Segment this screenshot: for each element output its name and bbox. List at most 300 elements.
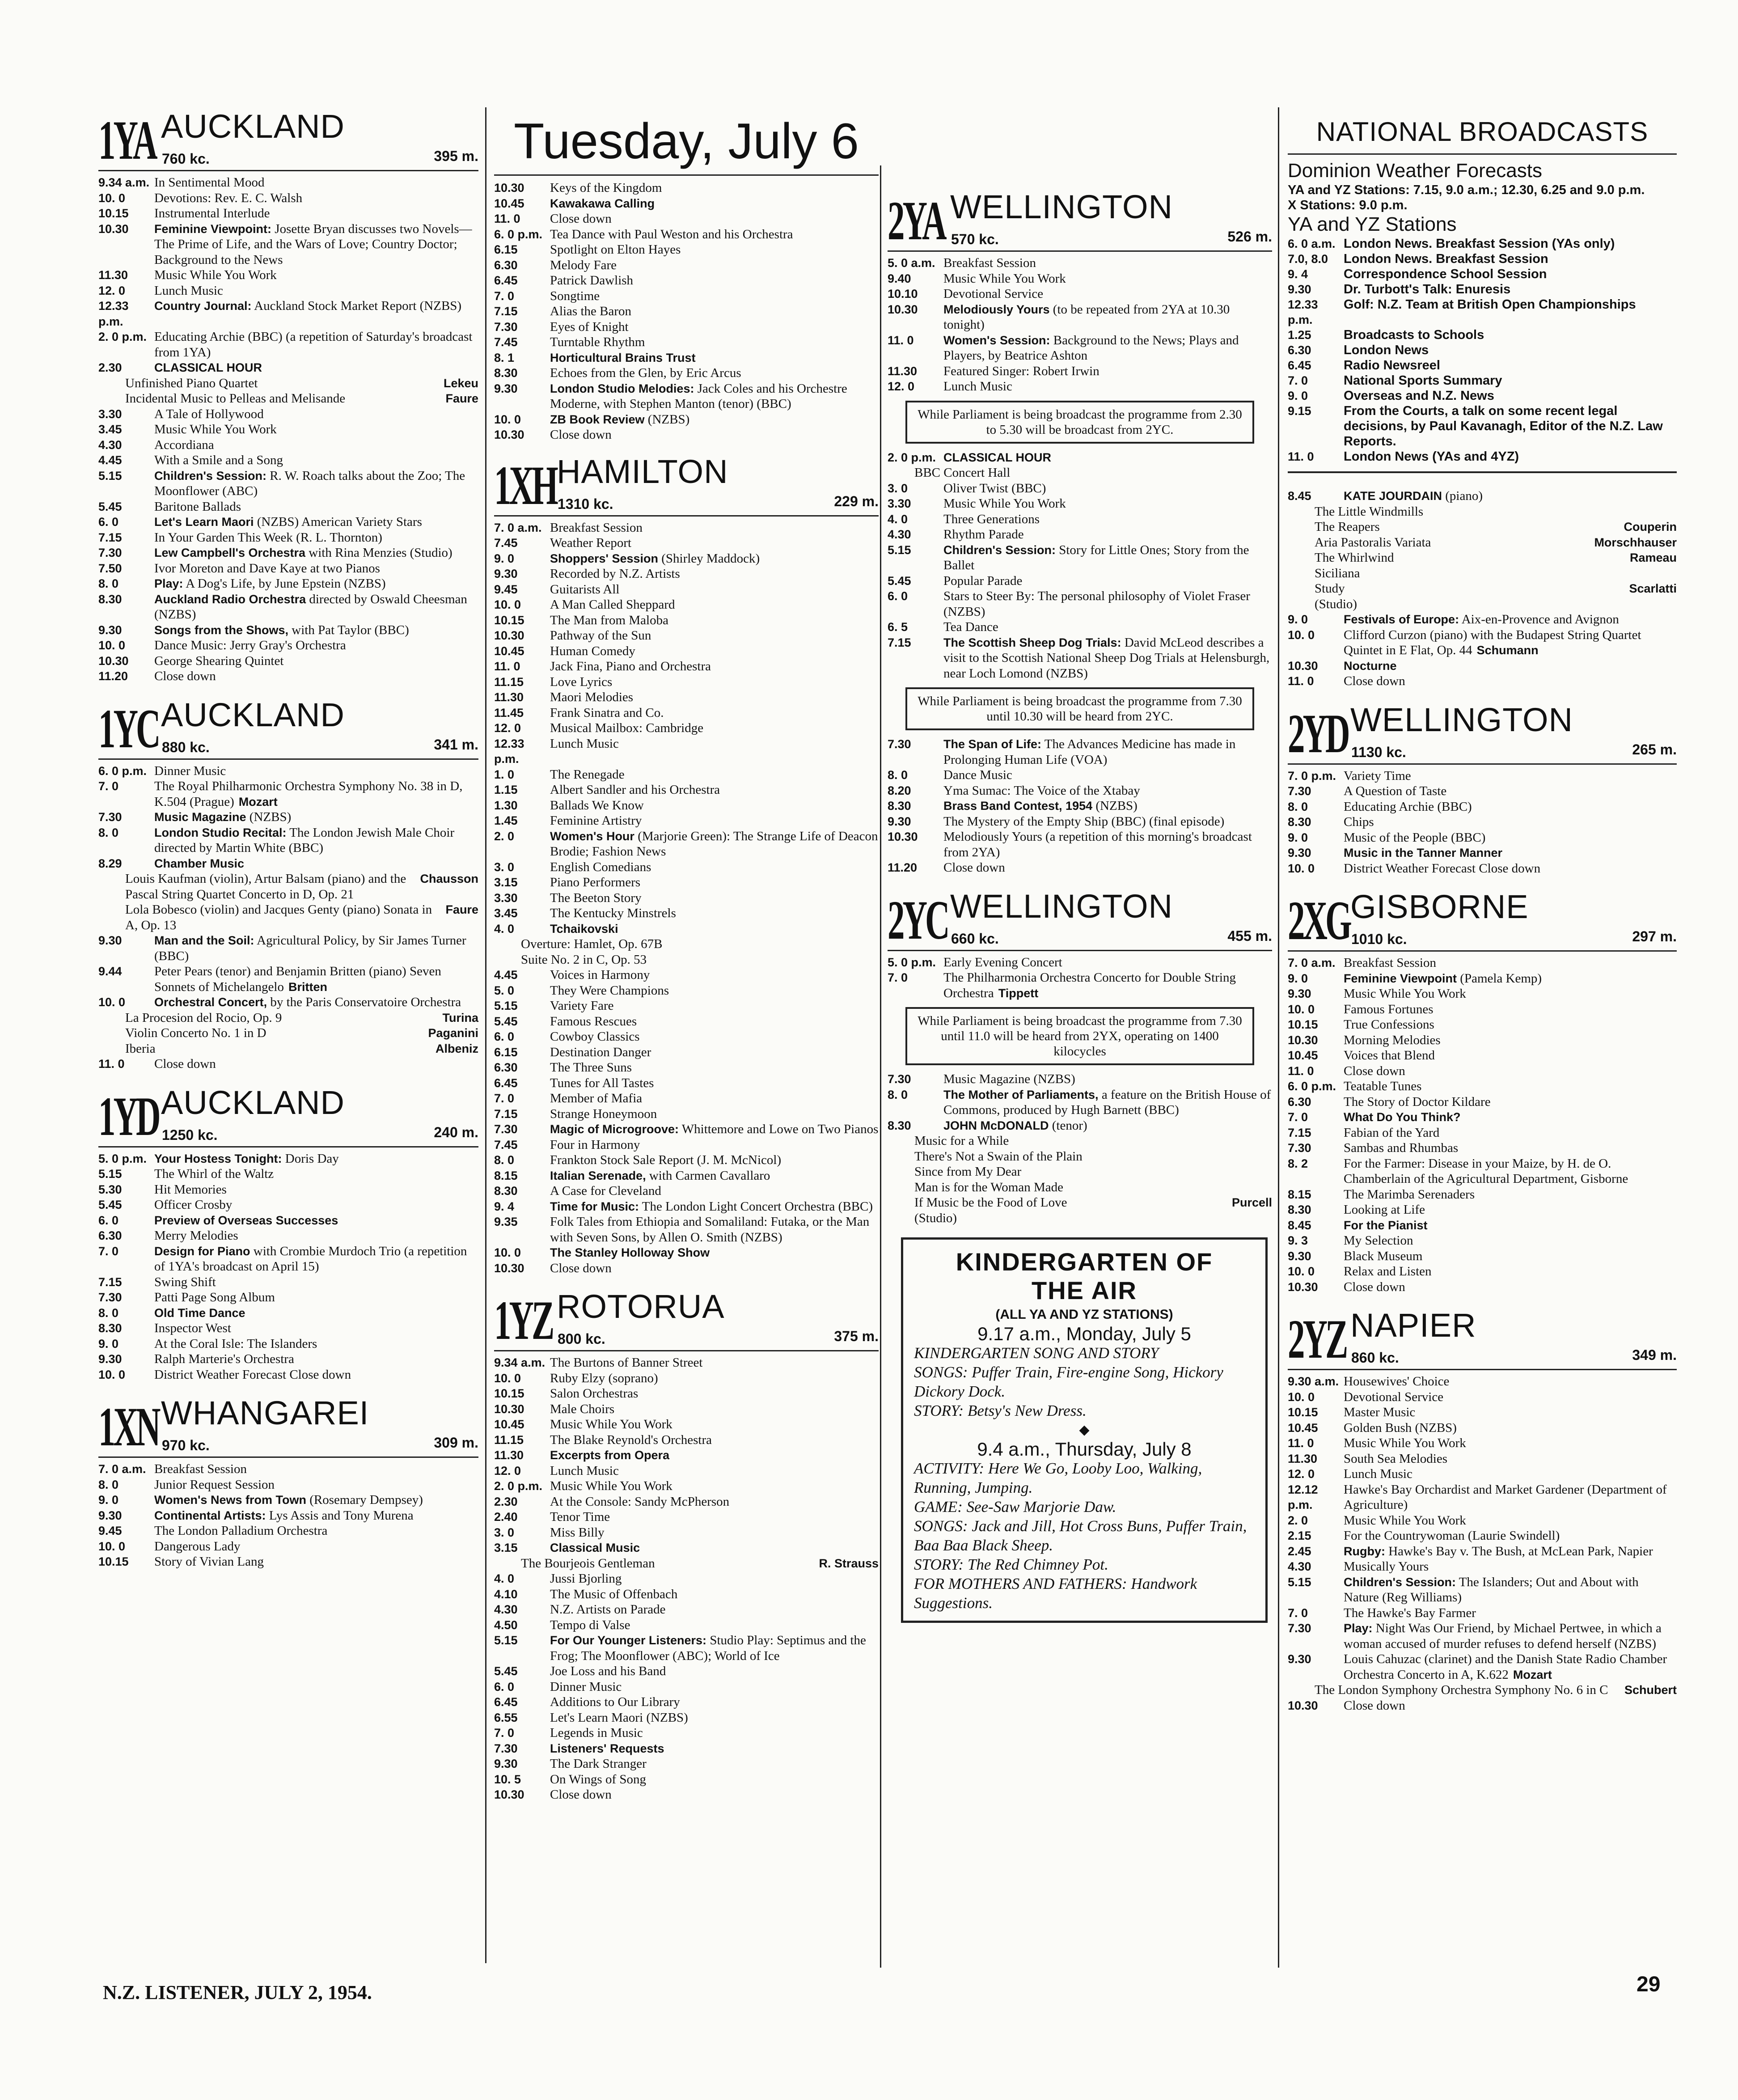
programme-subitem: [888, 465, 1272, 481]
programme-description: The Three Suns: [550, 1060, 632, 1075]
programme-text: [550, 1617, 879, 1633]
programme-description: Strange Honeymoon: [550, 1106, 657, 1121]
programme-text: [1344, 1125, 1677, 1141]
programme-description: Love Lyrics: [550, 674, 613, 689]
programme-time: 8.30: [98, 592, 122, 606]
kindergarten-line: SONGS: Puffer Train, Fire-engine Song, Hickory Dickory Dock.: [914, 1363, 1223, 1400]
programme-time: 5.15: [494, 1634, 518, 1647]
programme-description: Early Evening Concert: [943, 955, 1062, 970]
programme-text: [1344, 1233, 1677, 1249]
programme-subitem: [98, 871, 478, 902]
programme-item: [98, 1056, 478, 1072]
composer: Schubert: [1624, 1683, 1677, 1697]
programme-item: [494, 921, 879, 937]
programme-item: [98, 1508, 478, 1524]
composer: Couperin: [1624, 520, 1677, 533]
programme-time: 6.45: [1288, 359, 1311, 372]
programme-text: [550, 365, 879, 381]
programme-time: 2.40: [494, 1510, 518, 1524]
programme-time: 8.30: [1288, 815, 1311, 829]
programme-description: Devotional Service: [943, 287, 1044, 301]
programme-time: 9.30: [98, 934, 122, 947]
programme-subitem: [494, 1556, 879, 1571]
programme-description: Peter Pears (tenor) and Benjamin Britten (piano) Seven Sonnets of Michelangelo: [154, 964, 441, 994]
programme-text: [550, 1386, 879, 1401]
programme-text: [1344, 1156, 1677, 1187]
programme-description: Famous Fortunes: [1344, 1002, 1434, 1016]
programme-description: N.Z. Artists on Parade: [550, 1602, 666, 1617]
composer: R. Strauss: [819, 1556, 879, 1570]
programme-description: Breakfast Session: [943, 256, 1036, 270]
programme-time: 10. 0: [1288, 1265, 1315, 1278]
programme-description: Four in Harmony: [550, 1137, 640, 1152]
programme-description: A Tale of Hollywood: [154, 406, 264, 421]
programme-text: [1344, 1513, 1677, 1528]
programme-description: In Your Garden This Week (R. L. Thornton): [154, 530, 382, 545]
programme-time: 10. 0: [98, 995, 126, 1009]
programme-item: [98, 1492, 478, 1508]
programme-description: They Were Champions: [550, 983, 669, 998]
programme-time: 10. 0: [98, 1539, 126, 1553]
programme-time: 7.15: [494, 305, 518, 318]
programme-description: Music of the People (BBC): [1344, 830, 1486, 845]
programme-feature: Play:: [154, 577, 183, 590]
programme-text: [943, 496, 1272, 512]
programme-description: Breakfast Session: [154, 1462, 247, 1476]
programme-subitem: [98, 391, 478, 406]
programme-description: Breakfast Session: [1344, 956, 1436, 970]
programme-time: 2.30: [98, 361, 122, 374]
programme-item: [494, 227, 879, 242]
programme-description: Ralph Marterie's Orchestra: [154, 1352, 294, 1366]
programme-description: with Pat Taylor (BBC): [292, 622, 409, 637]
programme-description: Inspector West: [154, 1321, 231, 1335]
programme-text: [1344, 783, 1677, 799]
programme-text: [1344, 1109, 1677, 1125]
programme-time: 7.15: [98, 530, 122, 544]
kindergarten-line: FOR MOTHERS AND FATHERS: Handwork Suggestions.: [914, 1575, 1197, 1612]
programme-description: Close down: [943, 860, 1005, 875]
programme-time: 6. 5: [888, 620, 908, 634]
programme-description: District Weather Forecast Close down: [1344, 861, 1541, 876]
station-city: WELLINGTON: [1350, 701, 1573, 738]
programme-item: [494, 350, 879, 366]
programme-text: [550, 998, 879, 1014]
programme-time: 9.30: [98, 623, 122, 637]
programme-item: [1288, 1140, 1677, 1156]
programme-title: Suite No. 2 in C, Op. 53: [521, 952, 647, 967]
programme-description: Music While You Work: [154, 422, 277, 436]
programme-item: [494, 1014, 879, 1029]
programme-time: 11. 0: [494, 212, 520, 225]
programme-description: Baritone Ballads: [154, 499, 241, 514]
programme-text: [154, 653, 478, 669]
programme-text: [1344, 1140, 1677, 1156]
programme-item: [98, 499, 478, 515]
programme-text: [550, 412, 879, 428]
programme-title: BBC Concert Hall: [914, 466, 1011, 480]
station-continuation: [1288, 488, 1677, 689]
programme-text: [1344, 1202, 1677, 1218]
programme-description: Morning Melodies: [1344, 1033, 1441, 1047]
programme-item: [494, 1137, 879, 1153]
programme-item: [494, 1355, 879, 1371]
programme-description: Feminine Artistry: [550, 813, 642, 828]
programme-time: 7. 0 a.m.: [1288, 956, 1336, 970]
programme-text: [550, 674, 879, 690]
programme-item: [98, 298, 478, 329]
programme-title: Louis Kaufman (violin), Artur Balsam (piano) and the Pascal String Quartet Concerto in D, Op. 21: [125, 872, 406, 902]
programme-description: Dance Music: [943, 768, 1012, 782]
programme-feature: For Our Younger Listeners:: [550, 1634, 707, 1647]
programme-time: 7. 0: [98, 779, 119, 793]
programme-description: Hit Memories: [154, 1182, 227, 1197]
programme-time: 11.30: [494, 690, 524, 704]
programme-text: [1344, 1651, 1677, 1682]
programme-time: 11.30: [98, 268, 128, 282]
programme-description: Lunch Music: [1344, 1467, 1412, 1481]
programme-item: [1288, 1513, 1677, 1528]
programme-feature: Tchaikovski: [550, 922, 618, 936]
programme-description: Fabian of the Yard: [1344, 1125, 1440, 1140]
programme-item: [1288, 1017, 1677, 1033]
station-header: [494, 1287, 879, 1351]
programme-time: 9.30: [1288, 1249, 1311, 1263]
programme-text: [1344, 1605, 1677, 1621]
programme-text: [154, 1508, 478, 1524]
programme-text: [154, 1244, 478, 1274]
programme-time: 10.30: [494, 428, 524, 441]
programme-description: Member of Mafia: [550, 1091, 643, 1105]
programme-description: The Dark Stranger: [550, 1757, 647, 1771]
programme-title: The Reapers: [1315, 520, 1380, 534]
programme-title: The Little Windmills: [1315, 504, 1424, 519]
programme-item: [98, 453, 478, 468]
programme-text: [943, 955, 1272, 970]
programme-item: [494, 998, 879, 1014]
programme-text: [154, 453, 478, 468]
programme-text: [550, 582, 879, 597]
programme-text: [1344, 814, 1677, 830]
programme-item: [888, 542, 1272, 573]
station-frequency: 1250 kc.: [162, 1126, 218, 1143]
programme-description: The Hawke's Bay Farmer: [1344, 1605, 1476, 1620]
programme-time: 9.34 a.m.: [98, 176, 150, 189]
programme-time: 10.30: [888, 302, 918, 316]
programme-item: [494, 1122, 879, 1137]
programme-feature: Let's Learn Maori: [154, 515, 254, 529]
programme-item: [1288, 673, 1677, 689]
programme-time: 7.45: [494, 335, 518, 349]
programme-description: George Shearing Quintet: [154, 653, 284, 668]
programme-text: [1344, 612, 1677, 627]
programme-item: [98, 406, 478, 422]
programme-text: [154, 592, 478, 622]
programme-time: 6. 0 p.m.: [98, 764, 147, 778]
programme-item: [494, 644, 879, 659]
programme-description: Guitarists All: [550, 582, 620, 597]
station-frequency: 660 kc.: [951, 930, 999, 947]
national-item: [1288, 358, 1677, 373]
station-frequency: 860 kc.: [1351, 1350, 1399, 1366]
station-frequency: 760 kc.: [162, 151, 210, 167]
programme-text: [550, 334, 879, 350]
programme-item: [1288, 1264, 1677, 1279]
programme-text: [550, 1478, 879, 1494]
programme-text: [1344, 1374, 1677, 1389]
programme-text: [550, 242, 879, 258]
programme-text: [154, 763, 478, 779]
programme-item: [494, 1245, 879, 1261]
programme-text: [1344, 861, 1677, 876]
programme-description: On Wings of Song: [550, 1772, 647, 1787]
programme-feature: Magic of Microgroove:: [550, 1122, 679, 1136]
programme-time: 2. 0: [1288, 1513, 1308, 1527]
programme-text: [154, 406, 478, 422]
programme-item: [1288, 1698, 1677, 1714]
programme-item: [494, 1725, 879, 1741]
programme-time: 8.15: [1288, 1187, 1311, 1201]
station-callsign: 1XN: [98, 1396, 159, 1457]
programme-description: Frank Sinatra and Co.: [550, 705, 664, 720]
weather-title: Dominion Weather Forecasts: [1288, 160, 1542, 182]
programme-time: 11. 0: [494, 660, 520, 673]
programme-description: Legends in Music: [550, 1726, 643, 1740]
programme-item: [1288, 1279, 1677, 1295]
programme-item: [494, 273, 879, 288]
programme-time: 2.15: [1288, 1529, 1311, 1542]
composer: Chausson: [420, 872, 478, 885]
station-city: AUCKLAND: [161, 1084, 345, 1121]
programme-time: 6.30: [1288, 343, 1311, 357]
programme-text: [154, 329, 478, 360]
programme-text: [943, 271, 1272, 287]
programme-time: 2. 0: [494, 829, 515, 843]
programme-item: [494, 1463, 879, 1479]
column-rule-3: [1278, 107, 1279, 1968]
programme-description: Tea Dance with Paul Weston and his Orchestra: [550, 227, 793, 241]
programme-feature: CLASSICAL HOUR: [943, 450, 1052, 464]
programme-item: [1288, 814, 1677, 830]
programme-item: [888, 481, 1272, 496]
programme-feature: Children's Session:: [1344, 1575, 1456, 1589]
programme-title: (Studio): [914, 1211, 957, 1225]
programme-item: [1288, 783, 1677, 799]
station-city: WHANGAREI: [161, 1394, 369, 1431]
programme-text: [154, 1151, 478, 1167]
programme-item: [98, 206, 478, 221]
programme-item: [888, 955, 1272, 970]
programme-item: [494, 1494, 879, 1510]
programme-item: [494, 1525, 879, 1541]
kindergarten-date: 9.17 a.m., Monday, July 5: [977, 1323, 1191, 1344]
programme-item: [98, 191, 478, 206]
programme-description: (tenor): [1052, 1118, 1087, 1133]
programme-time: 6.30: [98, 1229, 122, 1242]
programme-description: Golden Bush (NZBS): [1344, 1420, 1457, 1435]
programme-item: [1288, 1233, 1677, 1249]
programme-item: [494, 288, 879, 304]
programme-time: 11.30: [1288, 1452, 1318, 1465]
programme-time: 12.33 p.m.: [1288, 298, 1318, 326]
programme-text: [154, 1228, 478, 1244]
programme-text: [943, 573, 1272, 589]
programme-time: 7.0, 8.0: [1288, 252, 1328, 266]
programme-time: 10.15: [1288, 1018, 1318, 1031]
programme-item: [494, 1741, 879, 1757]
programme-time: 5. 0 p.m.: [888, 955, 936, 969]
programme-item: [888, 619, 1272, 635]
programme-item: [888, 573, 1272, 589]
programme-item: [494, 1633, 879, 1664]
programme-item: [888, 286, 1272, 302]
programme-title: Music for a While: [914, 1134, 1009, 1148]
programme-text: [550, 1060, 879, 1075]
programme-description: From the Courts, a talk on some recent legal decisions, by Paul Kavanagh, Editor of the N.Z. Law Reports.: [1344, 404, 1663, 449]
programme-time: 3.30: [888, 497, 911, 510]
programme-description: Merry Melodies: [154, 1228, 238, 1243]
programme-description: Jack Coles and his Orchestre Moderne, with Stephen Manton (tenor) (BBC): [550, 381, 847, 411]
programme-description: (Shirley Maddock): [661, 551, 760, 566]
programme-subitem: [98, 1010, 478, 1026]
programme-text: [943, 1118, 1272, 1134]
programme-text: [943, 737, 1272, 767]
programme-item: [494, 782, 879, 798]
programme-text: [154, 622, 478, 638]
programme-description: Lunch Music: [550, 736, 619, 751]
programme-time: 9.30: [494, 381, 518, 395]
programme-description: Swing Shift: [154, 1274, 216, 1289]
composer: Paganini: [428, 1026, 478, 1040]
programme-time: 4.50: [494, 1618, 518, 1632]
programme-item: [98, 175, 478, 191]
programme-description: Chips: [1344, 815, 1374, 829]
programme-item: [98, 468, 478, 499]
programme-item: [888, 814, 1272, 830]
programme-time: 3. 0: [494, 1525, 515, 1539]
programme-time: 8. 0: [98, 577, 119, 590]
station-wavelength: 341 m.: [434, 736, 478, 753]
programme-time: 9. 0: [1288, 971, 1308, 985]
programme-item: [888, 255, 1272, 271]
programme-text: [154, 514, 478, 530]
programme-item: [1288, 627, 1677, 658]
programme-title: Siciliana: [1315, 566, 1360, 580]
programme-time: 4. 0: [494, 922, 515, 936]
programme-time: 10. 0: [1288, 1390, 1315, 1404]
programme-text: [550, 890, 879, 906]
programme-text: [154, 175, 478, 191]
programme-item: [1288, 845, 1677, 861]
programme-title: Study: [1315, 581, 1345, 596]
programme-time: 4.30: [98, 438, 122, 452]
programme-subitem: [1288, 550, 1677, 566]
programme-text: [1344, 1435, 1677, 1451]
programme-description: Close down: [1344, 1698, 1405, 1713]
programme-text: [550, 566, 879, 582]
programme-time: 8.45: [1288, 489, 1311, 503]
programme-time: 12. 0: [98, 284, 126, 297]
programme-text: [154, 1321, 478, 1336]
programme-time: 7.30: [98, 1291, 122, 1304]
programme-text: [154, 1166, 478, 1182]
programme-description: The Blake Reynold's Orchestra: [550, 1432, 712, 1447]
programme-description: With a Smile and a Song: [154, 453, 283, 467]
programme-title: There's Not a Swain of the Plain: [914, 1149, 1083, 1164]
programme-description: Overseas and N.Z. News: [1344, 389, 1494, 403]
station-header: [98, 1084, 478, 1147]
station-wavelength: 395 m.: [434, 148, 478, 164]
programme-description: Housewives' Choice: [1344, 1374, 1450, 1389]
programme-time: 8. 0: [98, 1306, 119, 1320]
programme-description: Music While You Work: [943, 496, 1066, 511]
programme-item: [494, 674, 879, 690]
programme-description: Lunch Music: [154, 283, 223, 298]
programme-text: [943, 302, 1272, 333]
programme-description: Close down: [550, 212, 612, 226]
programme-time: 10. 0: [1288, 628, 1315, 642]
programme-description: Educating Archie (BBC) (a repetition of Saturday's broadcast from 1YA): [154, 330, 473, 360]
programme-item: [1288, 1466, 1677, 1482]
station-header: [1288, 1306, 1677, 1370]
national-item: [1288, 236, 1677, 251]
programme-feature: Brass Band Contest, 1954: [943, 799, 1093, 813]
programme-time: 11.15: [494, 1433, 524, 1447]
programme-time: 10.30: [494, 181, 524, 195]
programme-text: [550, 1355, 879, 1371]
programme-description: For the Farmer: Disease in your Maize, by H. de O. Chamberlain of the Agricultural Department, Gisborne: [1344, 1156, 1628, 1186]
programme-text: [550, 1756, 879, 1772]
programme-feature: Time for Music:: [550, 1199, 639, 1213]
programme-item: [494, 597, 879, 613]
programme-description: Male Choirs: [550, 1401, 615, 1416]
programme-feature: Women's Hour: [550, 829, 634, 843]
programme-text: [943, 767, 1272, 783]
programme-item: [1288, 1033, 1677, 1048]
programme-time: 8.30: [494, 1184, 518, 1198]
programme-description: Black Museum: [1344, 1249, 1423, 1263]
programme-description: Auckland Stock Market Report (NZBS): [254, 299, 462, 313]
station-callsign: 1YD: [98, 1085, 159, 1147]
programme-description: The Music of Offenbach: [550, 1587, 678, 1601]
programme-text: [550, 1106, 879, 1122]
programme-description: Teatable Tunes: [1344, 1079, 1422, 1093]
programme-item: [98, 530, 478, 546]
station-callsign: 2YC: [888, 889, 948, 951]
programme-description: (to be repeated from 2YA at 10.30 tonight): [943, 302, 1230, 332]
programme-text: [1344, 1279, 1677, 1295]
programme-text: [154, 422, 478, 437]
programme-item: [1288, 1575, 1677, 1605]
programme-title: Violin Concerto No. 1 in D: [125, 1026, 266, 1040]
programme-time: 9. 0: [494, 551, 515, 565]
programme-time: 1.30: [494, 798, 518, 812]
station-2yc: [888, 887, 1272, 1226]
programme-time: 3.30: [494, 891, 518, 905]
programme-item: [888, 527, 1272, 542]
programme-text: [550, 1432, 879, 1448]
programme-item: [494, 705, 879, 721]
programme-item: [1288, 1451, 1677, 1467]
programme-time: 10.30: [494, 1402, 524, 1416]
programme-item: [494, 829, 879, 859]
composer: Purcell: [1231, 1196, 1272, 1209]
programme-text: [943, 970, 1272, 1001]
programme-time: 4.45: [98, 453, 122, 467]
programme-item: [1288, 1420, 1677, 1436]
programme-time: 5. 0: [494, 983, 515, 997]
programme-text: [154, 1274, 478, 1290]
